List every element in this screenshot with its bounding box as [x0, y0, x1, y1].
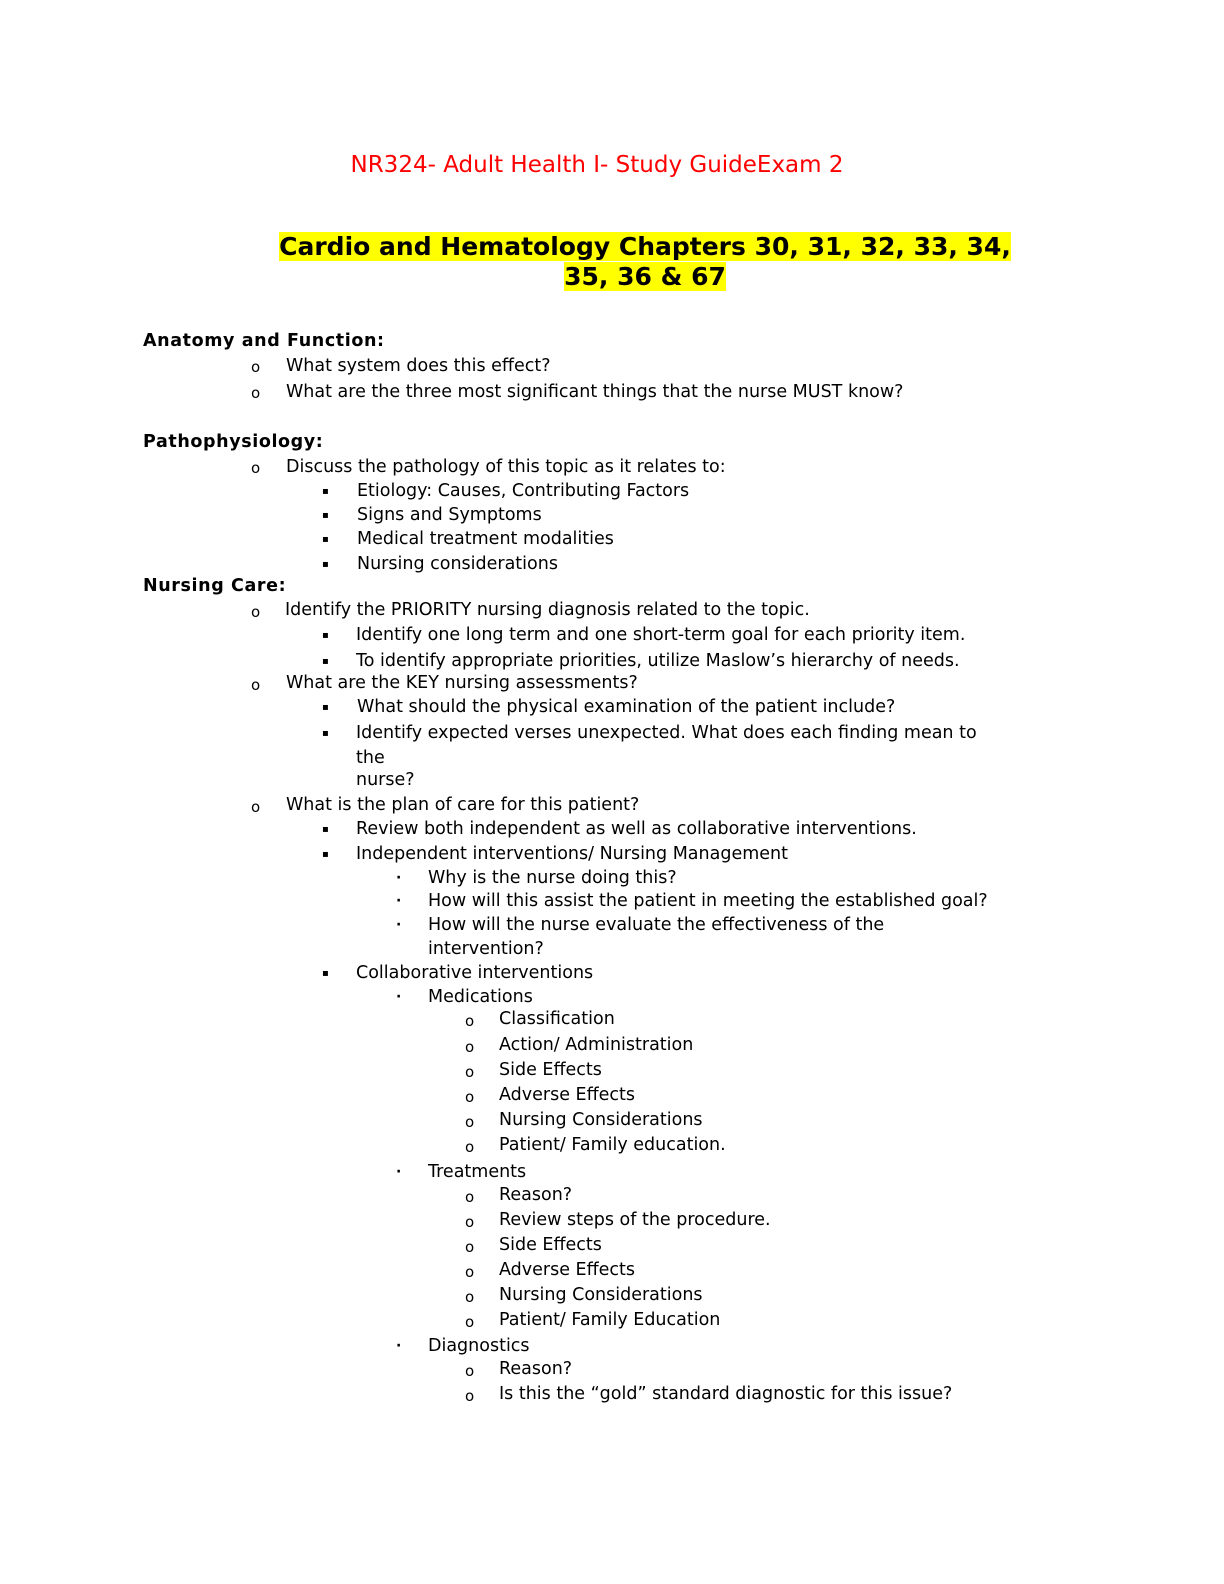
- treatments-item: Reason?: [499, 1185, 573, 1205]
- medications-item: Side Effects: [499, 1060, 602, 1080]
- medications-item: Classification: [499, 1009, 615, 1029]
- bullet-dot: ·: [396, 870, 402, 886]
- bullet-circle: o: [465, 1313, 475, 1331]
- chapter-heading: [200, 232, 1090, 292]
- bullet-circle: o: [465, 1138, 475, 1156]
- chapter-heading-line2: 35, 36 & 67: [564, 262, 726, 291]
- priority-item: Identify the PRIORITY nursing diagnosis related to the topic.: [285, 600, 810, 620]
- bullet-circle: o: [465, 1063, 475, 1081]
- medications-label: Medications: [428, 987, 533, 1007]
- anatomy-heading: Anatomy and Function:: [143, 331, 385, 351]
- bullet-dot: ·: [396, 1338, 402, 1354]
- bullet-dot: ·: [396, 893, 402, 909]
- treatments-item: Adverse Effects: [499, 1260, 636, 1280]
- anatomy-item: What system does this effect?: [286, 356, 551, 376]
- independent-item: How will the nurse evaluate the effectiveness of the: [428, 915, 885, 935]
- bullet-circle: o: [465, 1088, 475, 1106]
- treatments-label: Treatments: [428, 1162, 527, 1182]
- assess-subitem-continued: the: [356, 748, 385, 768]
- document-title: NR324- Adult Health I- Study GuideExam 2: [350, 152, 844, 178]
- anatomy-item: What are the three most significant things that the nurse MUST know?: [286, 382, 904, 402]
- bullet-square: ▪: [322, 824, 329, 835]
- diagnostics-item: Reason?: [499, 1359, 573, 1379]
- priority-subitem: Identify one long term and one short-term goal for each priority item.: [356, 625, 966, 645]
- independent-item: Why is the nurse doing this?: [428, 868, 677, 888]
- bullet-square: ▪: [322, 728, 329, 739]
- bullet-circle: o: [251, 676, 261, 694]
- bullet-circle: o: [251, 603, 261, 621]
- bullet-square: ▪: [322, 630, 329, 641]
- bullet-circle: o: [465, 1288, 475, 1306]
- bullet-circle: o: [465, 1387, 475, 1405]
- treatments-item: Nursing Considerations: [499, 1285, 703, 1305]
- bullet-square: ▪: [322, 559, 329, 570]
- treatments-item: Review steps of the procedure.: [499, 1210, 771, 1230]
- bullet-square: ▪: [322, 968, 329, 979]
- independent-item: How will this assist the patient in meeting the established goal?: [428, 891, 988, 911]
- patho-item: Medical treatment modalities: [357, 529, 614, 549]
- patho-intro: Discuss the pathology of this topic as it relates to:: [286, 457, 726, 477]
- bullet-square: ▪: [322, 702, 329, 713]
- collaborative-item: Collaborative interventions: [356, 963, 594, 983]
- bullet-dot: ·: [396, 989, 402, 1005]
- assess-subitem-continued: nurse?: [356, 770, 415, 790]
- bullet-circle: o: [465, 1188, 475, 1206]
- independent-item-continued: intervention?: [428, 939, 544, 959]
- bullet-circle: o: [465, 1012, 475, 1030]
- patho-heading: Pathophysiology:: [143, 432, 324, 452]
- nursing-care-heading: Nursing Care:: [143, 576, 287, 596]
- medications-item: Patient/ Family education.: [499, 1135, 726, 1155]
- treatments-item: Side Effects: [499, 1235, 602, 1255]
- chapter-heading-line1: Cardio and Hematology Chapters 30, 31, 32, 33, 34,: [279, 232, 1011, 261]
- medications-item: Action/ Administration: [499, 1035, 694, 1055]
- bullet-circle: o: [251, 798, 261, 816]
- bullet-circle: o: [465, 1238, 475, 1256]
- assess-subitem: Identify expected verses unexpected. What does each finding mean to: [356, 723, 977, 743]
- bullet-circle: o: [465, 1362, 475, 1380]
- bullet-circle: o: [251, 358, 261, 376]
- bullet-circle: o: [465, 1038, 475, 1056]
- bullet-square: ▪: [322, 656, 329, 667]
- bullet-square: ▪: [322, 510, 329, 521]
- bullet-square: ▪: [322, 486, 329, 497]
- patho-item: Signs and Symptoms: [357, 505, 542, 525]
- bullet-dot: ·: [396, 1164, 402, 1180]
- diagnostics-label: Diagnostics: [428, 1336, 530, 1356]
- diagnostics-item: Is this the “gold” standard diagnostic for this issue?: [499, 1384, 953, 1404]
- bullet-circle: o: [465, 1263, 475, 1281]
- bullet-square: ▪: [322, 849, 329, 860]
- bullet-circle: o: [465, 1213, 475, 1231]
- priority-subitem: To identify appropriate priorities, utilize Maslow’s hierarchy of needs.: [356, 651, 960, 671]
- bullet-dot: ·: [396, 917, 402, 933]
- plan-subitem: Review both independent as well as collaborative interventions.: [356, 819, 917, 839]
- plan-subitem: Independent interventions/ Nursing Management: [356, 844, 788, 864]
- bullet-circle: o: [251, 384, 261, 402]
- patho-item: Etiology: Causes, Contributing Factors: [357, 481, 690, 501]
- assess-subitem: What should the physical examination of the patient include?: [357, 697, 896, 717]
- bullet-circle: o: [251, 459, 261, 477]
- bullet-square: ▪: [322, 534, 329, 545]
- treatments-item: Patient/ Family Education: [499, 1310, 721, 1330]
- medications-item: Adverse Effects: [499, 1085, 636, 1105]
- medications-item: Nursing Considerations: [499, 1110, 703, 1130]
- bullet-circle: o: [465, 1113, 475, 1131]
- patho-item: Nursing considerations: [357, 554, 558, 574]
- assess-item: What are the KEY nursing assessments?: [286, 673, 638, 693]
- plan-item: What is the plan of care for this patient?: [286, 795, 640, 815]
